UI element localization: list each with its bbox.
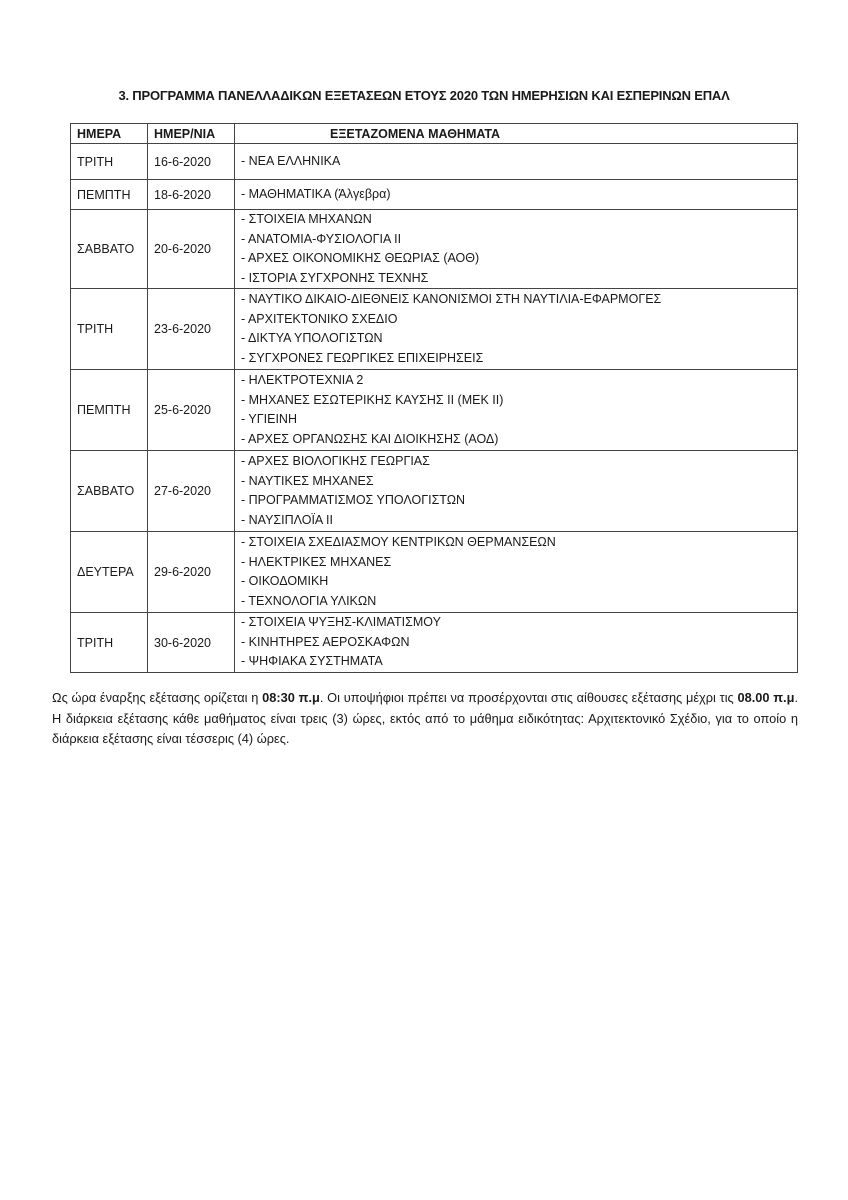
cell-date: 25-6-2020: [148, 370, 235, 451]
note-start-time: 08:30 π.μ: [262, 690, 320, 705]
cell-date: 18-6-2020: [148, 180, 235, 210]
document-title: 3. ΠΡΟΓΡΑΜΜΑ ΠΑΝΕΛΛΑΔΙΚΩΝ ΕΞΕΤΑΣΕΩΝ ΕΤΟΥΣ 2020 ΤΩΝ ΗΜΕΡΗΣΙΩΝ ΚΑΙ ΕΣΠΕΡΙΝΩΝ ΕΠΑΛ: [118, 88, 730, 103]
table-row: [71, 289, 798, 370]
subject-item: - ΣΤΟΙΧΕΙΑ ΣΧΕΔΙΑΣΜΟΥ ΚΕΝΤΡΙΚΩΝ ΘΕΡΜΑΝΣΕΩΝ: [241, 535, 556, 549]
subject-item: - ΟΙΚΟΔΟΜΙΚΗ: [241, 574, 329, 588]
exam-note-paragraph: [52, 688, 798, 750]
cell-day: ΠΕΜΠΤΗ: [71, 370, 148, 451]
cell-subjects: [235, 613, 798, 673]
subject-item: - ΥΓΙΕΙΝΗ: [241, 412, 297, 426]
header-date: ΗΜΕΡ/ΝΙΑ: [148, 124, 235, 144]
subject-item: - ΜΗΧΑΝΕΣ ΕΣΩΤΕΡΙΚΗΣ ΚΑΥΣΗΣ ΙΙ (ΜΕΚ ΙΙ): [241, 392, 504, 407]
subject-item: - ΨΗΦΙΑΚΑ ΣΥΣΤΗΜΑΤΑ: [241, 654, 383, 669]
cell-subjects: [235, 144, 798, 180]
table-row: [71, 451, 798, 532]
cell-day: ΠΕΜΠΤΗ: [71, 180, 148, 210]
note-text-3: . Η διάρκεια εξέτασης κάθε μαθήματος είναι τρεις (3) ώρες, εκτός από το μάθημα ειδικότητας: Αρχιτεκτονικό Σχέδιο, για το οποίο η διάρκεια εξέτασης είναι τέσσερις (4) ώρες.: [52, 690, 799, 746]
subject-item: - ΝΑΥΤΙΚΕΣ ΜΗΧΑΝΕΣ: [241, 473, 374, 488]
table-row: [71, 144, 798, 180]
subject-item: - ΗΛΕΚΤΡΟΤΕΧΝΙΑ 2: [241, 373, 364, 387]
cell-date: 29-6-2020: [148, 532, 235, 613]
cell-subjects: [235, 532, 798, 613]
subject-item: - ΗΛΕΚΤΡΙΚΕΣ ΜΗΧΑΝΕΣ: [241, 554, 392, 569]
table-row: [71, 180, 798, 210]
subject-item: - ΑΡΧΕΣ ΟΙΚΟΝΟΜΙΚΗΣ ΘΕΩΡΙΑΣ (ΑΟΘ): [241, 251, 480, 265]
header-day: ΗΜΕΡΑ: [71, 124, 148, 144]
cell-date: 30-6-2020: [148, 613, 235, 673]
subject-item: - ΚΙΝΗΤΗΡΕΣ ΑΕΡΟΣΚΑΦΩΝ: [241, 634, 410, 649]
subject-item: - ΤΕΧΝΟΛΟΓΙΑ ΥΛΙΚΩΝ: [241, 593, 377, 608]
cell-subjects: [235, 210, 798, 289]
note-text-2: . Οι υποψήφιοι πρέπει να προσέρχονται στις αίθουσες εξέτασης μέχρι τις: [319, 690, 738, 705]
subject-item: - ΑΡΧΙΤΕΚΤΟΝΙΚΟ ΣΧΕΔΙΟ: [241, 311, 398, 326]
cell-subjects: [235, 289, 798, 370]
header-subjects: ΕΞΕΤΑΖΟΜΕΝΑ ΜΑΘΗΜΑΤΑ: [235, 124, 798, 144]
subject-item: - ΙΣΤΟΡΙΑ ΣΥΓΧΡΟΝΗΣ ΤΕΧΝΗΣ: [241, 270, 429, 285]
cell-date: 27-6-2020: [148, 451, 235, 532]
cell-subjects: [235, 451, 798, 532]
table-row: [71, 532, 798, 613]
cell-date: 23-6-2020: [148, 289, 235, 370]
cell-day: ΤΡΙΤΗ: [71, 613, 148, 673]
cell-date: 16-6-2020: [148, 144, 235, 180]
subject-item: - ΣΤΟΙΧΕΙΑ ΜΗΧΑΝΩΝ: [241, 212, 372, 226]
note-arrival-time: 08.00 π.μ: [737, 690, 795, 705]
table-header-row: [71, 124, 798, 144]
subject-item: - ΣΤΟΙΧΕΙΑ ΨΥΞΗΣ-ΚΛΙΜΑΤΙΣΜΟΥ: [241, 615, 441, 630]
cell-day: ΔΕΥΤΕΡΑ: [71, 532, 148, 613]
cell-subjects: [235, 180, 798, 210]
note-text-1: Ως ώρα έναρξης εξέτασης ορίζεται η: [52, 690, 263, 705]
subject-item: - ΝΑΥΣΙΠΛΟΪΑ ΙΙ: [241, 512, 333, 527]
table-row: [71, 370, 798, 451]
cell-day: ΤΡΙΤΗ: [71, 144, 148, 180]
exam-schedule-table: [70, 123, 798, 673]
subject-item: - ΔΙΚΤΥΑ ΥΠΟΛΟΓΙΣΤΩΝ: [241, 331, 383, 345]
subject-item: - ΝΕΑ ΕΛΛΗΝΙΚΑ: [241, 153, 341, 168]
cell-day: ΤΡΙΤΗ: [71, 289, 148, 370]
subject-item: - ΜΑΘΗΜΑΤΙΚΑ (Άλγεβρα): [241, 186, 391, 201]
table-row: [71, 613, 798, 673]
cell-day: ΣΑΒΒΑΤΟ: [71, 210, 148, 289]
subject-item: - ΝΑΥΤΙΚΟ ΔΙΚΑΙΟ-ΔΙΕΘΝΕΙΣ ΚΑΝΟΝΙΣΜΟΙ ΣΤΗ ΝΑΥΤΙΛΙΑ-ΕΦΑΡΜΟΓΕΣ: [241, 292, 662, 306]
cell-subjects: [235, 370, 798, 451]
cell-day: ΣΑΒΒΑΤΟ: [71, 451, 148, 532]
subject-item: - ΣΥΓΧΡΟΝΕΣ ΓΕΩΡΓΙΚΕΣ ΕΠΙΧΕΙΡΗΣΕΙΣ: [241, 350, 484, 365]
subject-item: - ΠΡΟΓΡΑΜΜΑΤΙΣΜΟΣ ΥΠΟΛΟΓΙΣΤΩΝ: [241, 493, 466, 507]
cell-date: 20-6-2020: [148, 210, 235, 289]
subject-item: - ΑΝΑΤΟΜΙΑ-ΦΥΣΙΟΛΟΓΙΑ ΙΙ: [241, 231, 402, 246]
subject-item: - ΑΡΧΕΣ ΒΙΟΛΟΓΙΚΗΣ ΓΕΩΡΓΙΑΣ: [241, 454, 430, 468]
subject-item: - ΑΡΧΕΣ ΟΡΓΑΝΩΣΗΣ ΚΑΙ ΔΙΟΙΚΗΣΗΣ (ΑΟΔ): [241, 431, 499, 446]
table-row: [71, 210, 798, 289]
